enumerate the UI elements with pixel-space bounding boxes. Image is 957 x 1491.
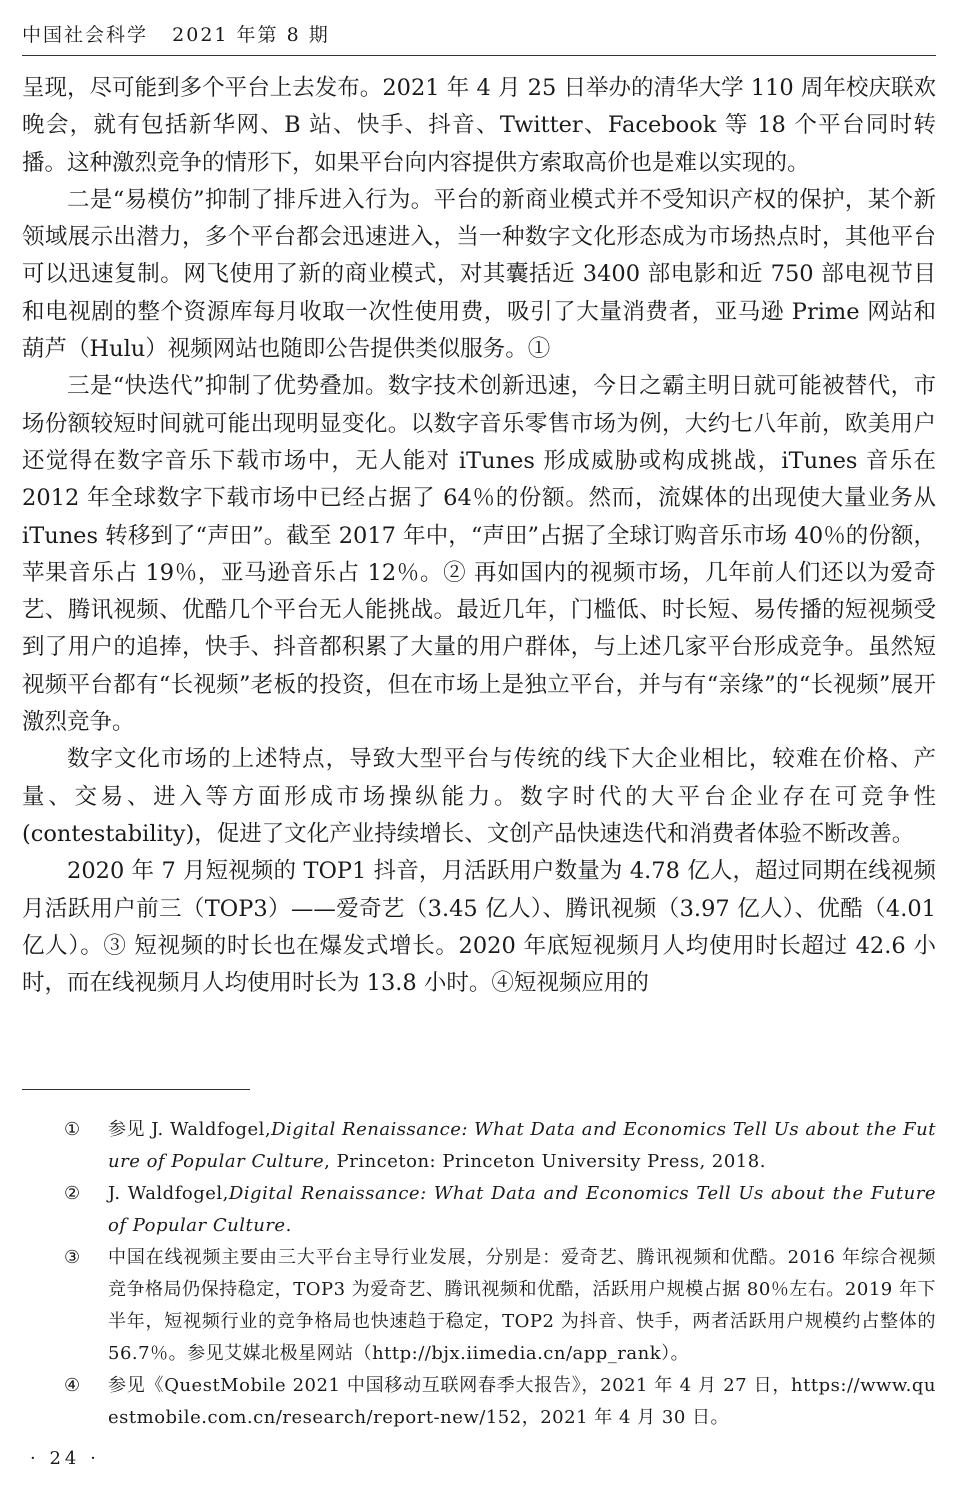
book-title: Digital Renaissance: What Data and Economics Tell Us about the Future of Popular Culture bbox=[108, 1119, 936, 1172]
paragraph: 三是“快迭代”抑制了优势叠加。数字技术创新迅速，今日之霸主明日就可能被替代，市场份额较短时间就可能出现明显变化。以数字音乐零售市场为例，大约七八年前，欧美用户还觉得在数字音乐下载市场中，无人能对 iTunes 形成威胁或构成挑战，iTunes 音乐在 2012 年全球数字下载市场中已经占据了 64％的份额。然而，流媒体的出现使大量业务从 iTunes 转移到了“声田”。截至 2017 年中，“声田”占据了全球订购音乐市场 40％的份额，苹果音乐占 19％，亚马逊音乐占 12％。② 再如国内的视频市场，几年前人们还以为爱奇艺、腾讯视频、优酷几个平台无人能挑战。最近几年，门槛低、时长短、易传播的短视频受到了用户的追捧，快手、抖音都积累了大量的用户群体，与上述几家平台形成竞争。虽然短视频平台都有“长视频”老板的投资，但在市场上是独立平台，并与有“亲缘”的“长视频”展开激烈竞争。 bbox=[22, 373, 936, 736]
footnote-text: 参见《QuestMobile 2021 中国移动互联网春季大报告》，2021 年 4 月 27 日，https://www.questmobile.com.cn/research/report-new/152，2021 年 4 月 30 日。 bbox=[108, 1375, 936, 1428]
body-text bbox=[22, 70, 936, 1002]
footnote-text: 中国在线视频主要由三大平台主导行业发展，分别是：爱奇艺、腾讯视频和优酷。2016 年综合视频竞争格局仍保持稳定，TOP3 为爱奇艺、腾讯视频和优酷，活跃用户规模占据 80％左右。2019 年下半年，短视频行业的竞争格局也快速趋于稳定，TOP2 为抖音、快手，两者活跃用户规模约占整体的 56.7％。参见艾媒北极星网站（http://bjx.iimedia.cn/app_rank）。 bbox=[108, 1247, 936, 1364]
footnote-mark: ② bbox=[64, 1183, 81, 1204]
footnote-text bbox=[108, 1178, 936, 1242]
footnote-text-after: . bbox=[285, 1215, 292, 1236]
book-title: Digital Renaissance: What Data and Economics Tell Us about the Future of Popular Culture bbox=[108, 1183, 936, 1236]
paragraph: 呈现，尽可能到多个平台上去发布。2021 年 4 月 25 日举办的清华大学 110 周年校庆联欢晚会，就有包括新华网、B 站、快手、抖音、Twitter、Facebook 等 18 个平台同时转播。这种激烈竞争的情形下，如果平台向内容提供方索取高价也是难以实现的。 bbox=[22, 75, 936, 176]
header-rule bbox=[22, 55, 936, 56]
footnote-mark: ① bbox=[64, 1119, 81, 1140]
journal-title: 中国社会科学 bbox=[22, 24, 149, 46]
footnotes bbox=[22, 1114, 936, 1434]
footnote bbox=[22, 1370, 936, 1434]
page-number: · 24 · bbox=[30, 1448, 100, 1469]
footnote bbox=[22, 1242, 936, 1370]
issue-number: 2021 年第 8 期 bbox=[172, 24, 330, 46]
footnote-mark: ③ bbox=[64, 1247, 81, 1268]
paragraph: 数字文化市场的上述特点，导致大型平台与传统的线下大企业相比，较难在价格、产量、交易、进入等方面形成市场操纵能力。数字时代的大平台企业存在可竞争性(contestability)，促进了文化产业持续增长、文创产品快速迭代和消费者体验不断改善。 bbox=[22, 746, 936, 847]
paragraph: 2020 年 7 月短视频的 TOP1 抖音，月活跃用户数量为 4.78 亿人，超过同期在线视频月活跃用户前三（TOP3）——爱奇艺（3.45 亿人）、腾讯视频（3.97 亿人）、优酷（4.01 亿人）。③ 短视频的时长也在爆发式增长。2020 年底短视频月人均使用时长超过 42.6 小时，而在线视频月人均使用时长为 13.8 小时。④短视频应用的 bbox=[22, 858, 936, 997]
footnote bbox=[22, 1114, 936, 1178]
footnote-text-after: , Princeton: Princeton University Press, 2018. bbox=[324, 1151, 766, 1172]
running-head bbox=[22, 20, 330, 47]
footnote-text-before: 参见 J. Waldfogel, bbox=[108, 1119, 272, 1140]
footnote-mark: ④ bbox=[64, 1375, 81, 1396]
footnote-rule bbox=[22, 1089, 250, 1090]
footnote-text bbox=[108, 1114, 936, 1178]
footnote-text-before: J. Waldfogel, bbox=[108, 1183, 229, 1204]
footnote bbox=[22, 1178, 936, 1242]
paragraph: 二是“易模仿”抑制了排斥进入行为。平台的新商业模式并不受知识产权的保护，某个新领域展示出潜力，多个平台都会迅速进入，当一种数字文化形态成为市场热点时，其他平台可以迅速复制。网飞使用了新的商业模式，对其囊括近 3400 部电影和近 750 部电视节目和电视剧的整个资源库每月收取一次性使用费，吸引了大量消费者，亚马逊 Prime 网站和葫芦（Hulu）视频网站也随即公告提供类似服务。① bbox=[22, 186, 936, 363]
